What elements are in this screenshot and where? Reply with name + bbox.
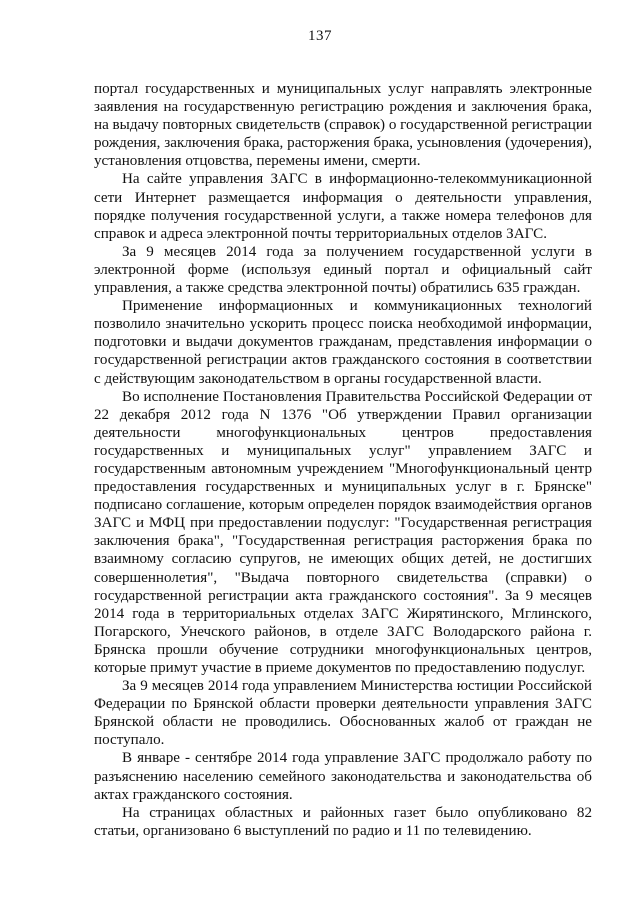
paragraph-mfc-agreement: Во исполнение Постановления Правительства Российской Федерации от 22 декабря 2012 года N 1376 "Об утверждении Правил организации деятельности многофункциональных центров предоставления государственных и муниципальных услуг" управлением ЗАГС и государственным автономным учреждением "Многофункциональный центр предоставления государственных и муниципальных услуг в г. Брянске" подписано соглашение, которым определен порядок взаимодействия органов ЗАГС и МФЦ при предоставлении подуслуг: "Государственная регистрация заключения брака", "Государственная регистрация расторжения брака по взаимному согласию супругов, не имеющих общих детей, не достигших совершеннолетия", "Выдача повторного свидетельства (справки) о государственной регистрации акта гражданского состояния". За 9 месяцев 2014 года в территориальных отделах ЗАГС Жирятинского, Мглинского, Погарского, Унечского районов, в отделе ЗАГС Володарского района г. Брянска прошли обучение сотрудники многофункциональных центров, которые примут участие в приеме документов по предоставлению подуслуг. [94,388,592,676]
paragraph-media: На страницах областных и районных газет было опубликовано 82 статьи, организовано 6 выступлений по радио и 11 по телевидению. [94,804,592,839]
document-body [94,80,592,840]
page-number: 137 [308,28,332,44]
paragraph-portal-continuation: портал государственных и муниципальных услуг направлять электронные заявления на государственную регистрацию рождения и заключения брака, на выдачу повторных свидетельств (справок) о государственной регистрации рождения, заключения брака, расторжения брака, усыновления (удочерения), установления отцовства, перемены имени, смерти. [94,81,592,170]
paragraph-inspections: За 9 месяцев 2014 года управлением Министерства юстиции Российской Федерации по Брянской области проверки деятельности управления ЗАГС Брянской области не проводились. Обоснованных жалоб от граждан не поступало. [94,678,592,749]
paragraph-electronic-requests: За 9 месяцев 2014 года за получением государственной услуги в электронной форме (используя единый портал и официальный сайт управления, а также средства электронной почты) обратились 635 граждан. [94,243,592,297]
paragraph-it-usage: Применение информационных и коммуникационных технологий позволило значительно ускорить процесс поиска необходимой информации, подготовки и выдачи документов гражданам, представления информации о государственной регистрации актов гражданского состояния в соответствии с действующим законодательством в органы государственной власти. [94,298,592,387]
paragraph-explanation-work: В январе - сентябре 2014 года управление ЗАГС продолжало работу по разъяснению населению семейного законодательства и законодательства об актах гражданского состояния. [94,750,592,803]
paragraph-website-info: На сайте управления ЗАГС в информационно-телекоммуникационной сети Интернет размещается информация о деятельности управления, порядке получения государственной услуги, а также номера телефонов для справок и адреса электронной почты территориальных отделов ЗАГС. [94,171,592,242]
